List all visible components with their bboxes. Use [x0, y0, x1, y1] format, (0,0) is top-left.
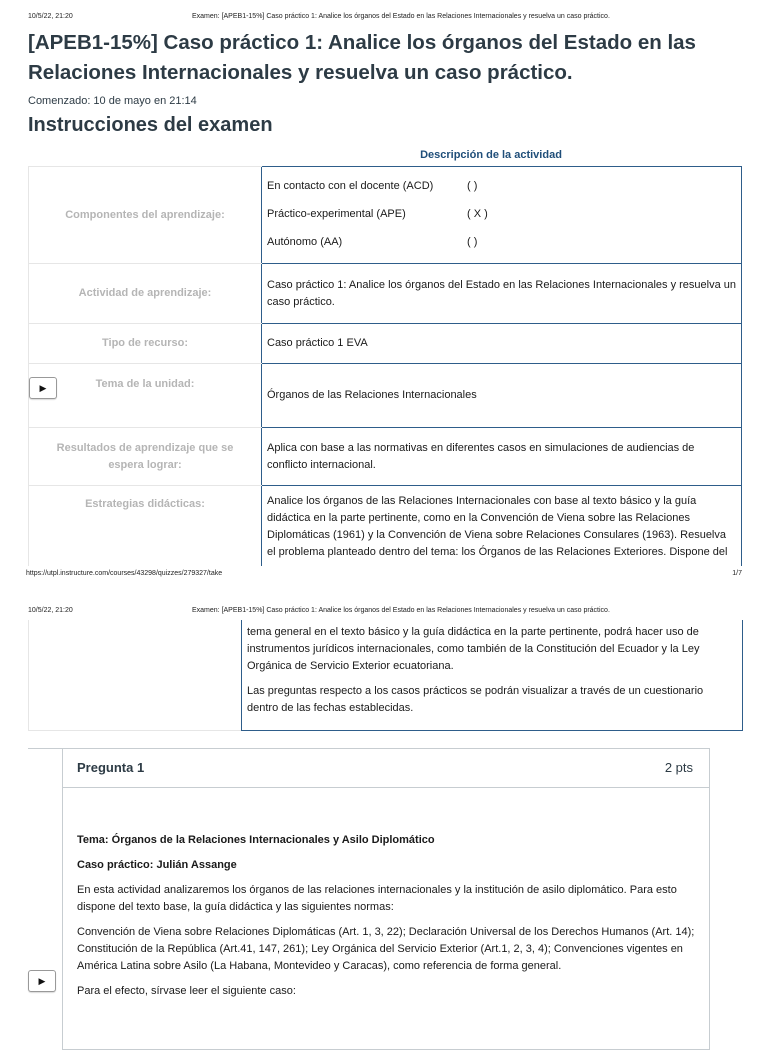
- strategies-value: Analice los órganos de las Relaciones Internacionales con base al texto básico y la guía didáctica en la parte pertinente, como en la Convención de Viena sobre las Relaciones Diplomáticas (1961) y la Convención de Viena sobre Relaciones Consulares (1963). Resuelva el problema planteado dentro del tema: los Órganos de las Relaciones Exteriores. Dispone del: [262, 486, 742, 570]
- print-date: 10/5/22, 21:20: [28, 13, 73, 20]
- question-header: [63, 749, 709, 788]
- print-title: Examen: [APEB1-15%] Caso práctico 1: Analice los órganos del Estado en las Relaciones Internacionales y resuelva un caso práctico.: [192, 13, 610, 20]
- question-read-case: Para el efecto, sírvase leer el siguiente caso:: [77, 985, 296, 997]
- print-page-number: 1/7: [732, 570, 742, 577]
- started-time: Comenzado: 10 de mayo en 21:14: [28, 95, 197, 107]
- unit-value: Órganos de las Relaciones Internacionales: [262, 364, 742, 428]
- component-acd: En contacto con el docente (ACD) ( ): [267, 180, 478, 192]
- component-ape: Práctico-experimental (APE) ( X ): [267, 208, 488, 220]
- question-points: 2 pts: [664, 760, 693, 775]
- play-button[interactable]: ▶: [28, 970, 56, 992]
- question-card: [62, 748, 710, 1050]
- question-intro: En esta actividad analizaremos los órganos de las relaciones internacionales y la institución de asilo diplomático. Para esto dispone del texto base, la guía didáctica y las siguientes normas:: [77, 884, 677, 913]
- question-topic: Tema: Órganos de la Relaciones Internacionales y Asilo Diplomático: [77, 834, 435, 846]
- results-label: Resultados de aprendizaje que se espera lograr:: [29, 428, 262, 486]
- quiz-title: [APEB1-15%] Caso práctico 1: Analice los órganos del Estado en las Relaciones Internacionales y resuelva un caso práctico.: [28, 31, 696, 84]
- strategies-label-continued: [28, 620, 242, 731]
- resource-label: Tipo de recurso:: [29, 324, 262, 364]
- strategies-label: Estrategias didácticas:: [29, 486, 262, 570]
- instructions-heading: Instrucciones del examen: [28, 114, 273, 136]
- resource-value: Caso práctico 1 EVA: [262, 324, 742, 364]
- play-button[interactable]: ▶: [29, 377, 57, 399]
- components-value: [262, 167, 742, 264]
- divider: [28, 748, 62, 749]
- components-label: Componentes del aprendizaje:: [29, 167, 262, 264]
- results-value: Aplica con base a las normativas en diferentes casos en simulaciones de audiencias de conflicto internacional.: [262, 428, 742, 486]
- question-norms: Convención de Viena sobre Relaciones Diplomáticas (Art. 1, 3, 22); Declaración Universal de los Derechos Humanos (Art. 14); Constitución de la República (Art.41, 147, 261); Ley Orgánica del Servicio Exterior (Art.1, 2, 3, 4); Convenciones vigentes en América Latina sobre Asilo (La Habana, Montevideo y Caracas), como referencia de forma general.: [77, 926, 695, 972]
- question-title: Pregunta 1: [77, 760, 145, 775]
- question-case: Caso práctico: Julián Assange: [77, 859, 237, 871]
- print-title: Examen: [APEB1-15%] Caso práctico 1: Analice los órganos del Estado en las Relaciones Internacionales y resuelva un caso práctico.: [192, 607, 610, 614]
- strategies-paragraph: Las preguntas respecto a los casos prácticos se podrán visualizar a través de un cuestionario dentro de las fechas establecidas.: [247, 685, 704, 714]
- activity-value: Caso práctico 1: Analice los órganos del Estado en las Relaciones Internacionales y resuelva un caso práctico.: [262, 264, 742, 324]
- component-aa: Autónomo (AA) ( ): [267, 236, 478, 248]
- unit-label: Tema de la unidad:: [29, 364, 262, 428]
- strategies-value-continued: [241, 620, 743, 731]
- activity-table: [28, 166, 742, 570]
- question-body: [63, 788, 709, 1000]
- print-header-page2: [0, 607, 768, 621]
- table-caption: Descripción de la actividad: [420, 149, 562, 161]
- print-header: [0, 13, 768, 27]
- print-url: https://utpl.instructure.com/courses/43298/quizzes/279327/take: [26, 570, 223, 577]
- print-date: 10/5/22, 21:20: [28, 607, 73, 614]
- activity-label: Actividad de aprendizaje:: [29, 264, 262, 324]
- strategies-paragraph: tema general en el texto básico y la guía didáctica en la parte pertinente, podrá hacer uso de instrumentos jurídicos internacionales, como también de la Constitución del Ecuador y la Ley Orgánica de Servicio Exterior ecuatoriana.: [247, 626, 700, 672]
